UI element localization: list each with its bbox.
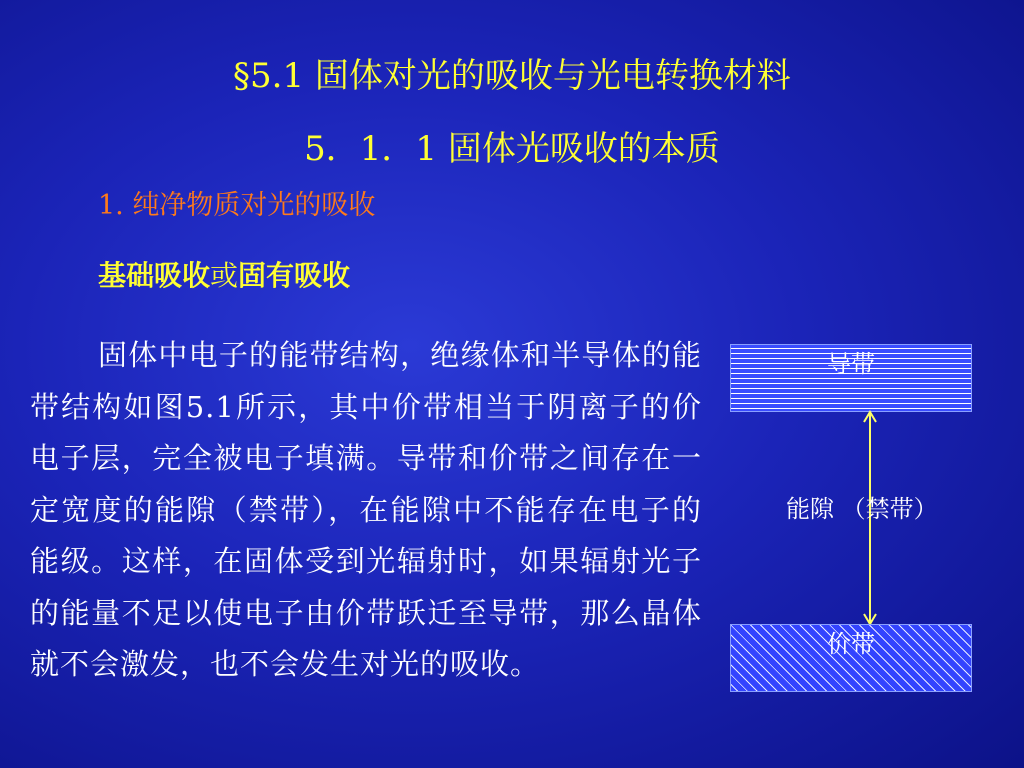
subheading — [98, 258, 350, 294]
subheading-term-basic-absorption: 基础吸收 — [98, 259, 211, 292]
subheading-term-intrinsic-absorption: 固有吸收 — [238, 259, 351, 292]
conduction-band — [730, 344, 972, 412]
section-heading: 1. 纯净物质对光的吸收 — [98, 190, 376, 221]
band-gap-label: 能隙 （禁带） — [786, 495, 938, 523]
body-paragraph: 固体中电子的能带结构，绝缘体和半导体的能带结构如图5.1所示，其中价带相当于阴离子的价电子层，完全被电子填满。导带和价带之间存在一定宽度的能隙（禁带），在能隙中不能存在电子的能级。这样，在固体受到光辐射时，如果辐射光子的能量不足以使电子由价带跃迁至导带，那么晶体就不会激发，也不会发生对光的吸收。 — [30, 338, 702, 681]
subheading-connector: 或 — [210, 259, 239, 292]
valence-band-label: 价带 — [827, 630, 875, 658]
conduction-band-label: 导带 — [827, 350, 875, 378]
slide-subtitle: 5．1．1 固体光吸收的本质 — [304, 129, 720, 169]
valence-band — [730, 624, 972, 692]
slide-title: §5.1 固体对光的吸收与光电转换材料 — [233, 56, 791, 96]
